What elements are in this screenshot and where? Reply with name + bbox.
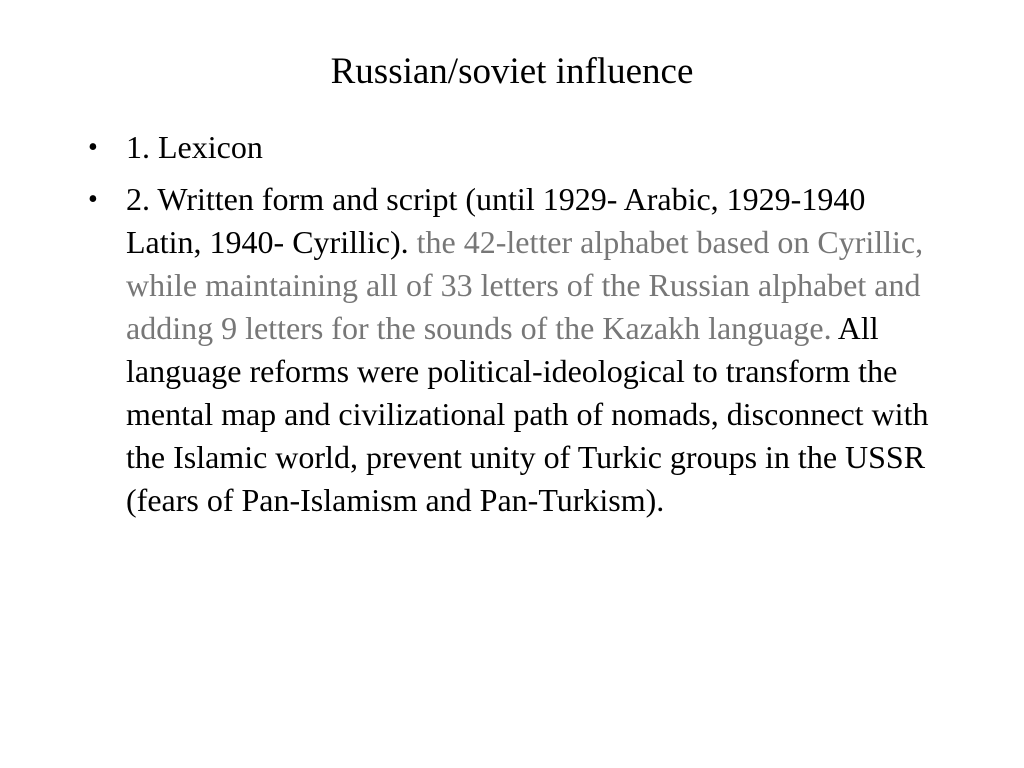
bullet-text-muted: the 42-letter alphabet based on Cyrillic, while maintaining all of 33 letters of the Russian alphabet and adding 9 letters for the sounds of the Kazakh language. [126, 224, 924, 346]
bullet-text: 1. Lexicon [126, 129, 263, 165]
bullet-item-lexicon [84, 126, 944, 169]
bullet-text-main: 2. Written form and script (until 1929- Arabic, 1929-1940 Latin, 1940- Cyrillic). [126, 181, 866, 260]
bullet-text-rest: All language reforms were political-ideological to transform the mental map and civilizational path of nomads, disconnect with the Islamic world, prevent unity of Turkic groups in the USSR (fears of Pan-Islamism and Pan-Turkism). [126, 310, 929, 518]
bullet-icon: • [88, 132, 98, 163]
bullet-item-written-form [84, 178, 944, 522]
slide-title: Russian/soviet influence [330, 51, 694, 92]
bullet-list [84, 126, 944, 531]
bullet-icon: • [88, 184, 98, 215]
